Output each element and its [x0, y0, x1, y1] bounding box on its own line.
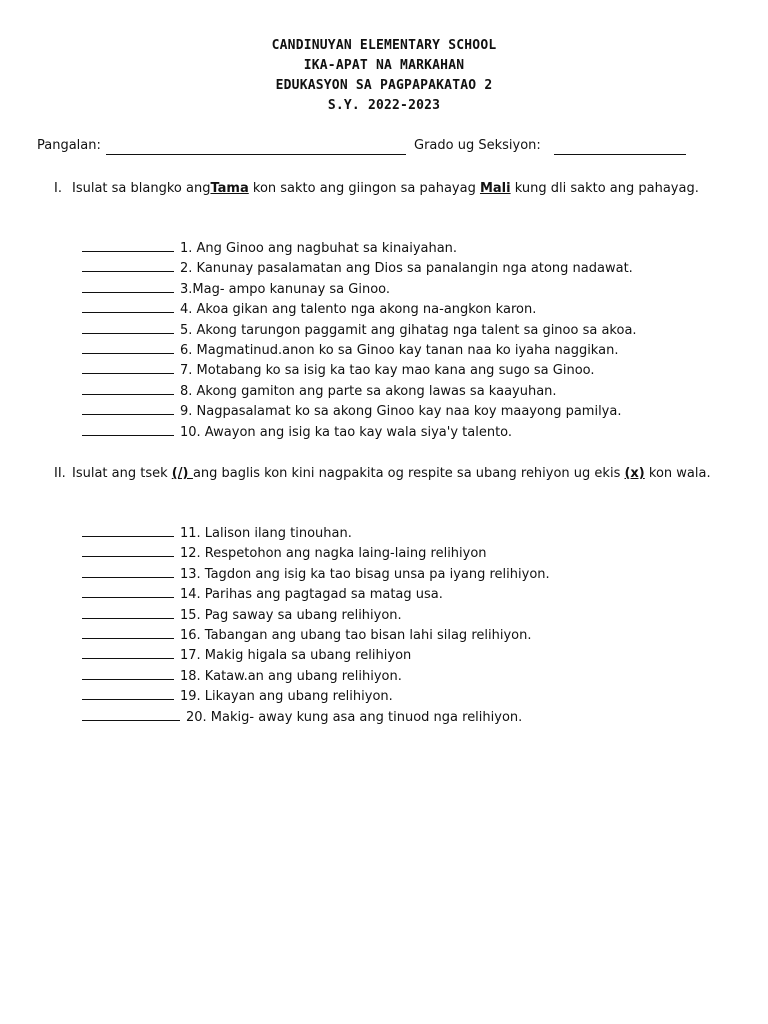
answer-blank[interactable]	[82, 645, 174, 659]
answer-blank[interactable]	[82, 320, 174, 334]
answer-blank[interactable]	[82, 707, 180, 721]
answer-blank[interactable]	[82, 401, 174, 415]
answer-blank[interactable]	[82, 543, 174, 557]
answer-blank[interactable]	[82, 299, 174, 313]
list-item: 8. Akong gamiton ang parte sa akong lawas sa kaayuhan.	[82, 381, 722, 401]
list-item: 10. Awayon ang isig ka tao kay wala siya'y talento.	[82, 422, 722, 442]
answer-blank[interactable]	[82, 605, 174, 619]
section-1-text-c: kung dli sakto ang pahayag.	[510, 181, 699, 196]
section-2-text-c: kon wala.	[644, 466, 711, 481]
grade-section-field[interactable]	[554, 154, 686, 155]
section-2-items	[82, 523, 722, 727]
section-1-instructions	[54, 178, 724, 199]
section-1-items	[82, 238, 722, 442]
keyword-mali: Mali	[479, 181, 511, 196]
answer-blank[interactable]	[82, 381, 174, 395]
list-item: 2. Kanunay pasalamatan ang Dios sa panalangin nga atong nadawat.	[82, 258, 722, 278]
list-item: 18. Kataw.an ang ubang relihiyon.	[82, 666, 722, 686]
list-item: 17. Makig higala sa ubang relihiyon	[82, 645, 722, 665]
answer-blank[interactable]	[82, 238, 174, 252]
list-item: 5. Akong tarungon paggamit ang gihatag nga talent sa ginoo sa akoa.	[82, 320, 722, 340]
list-item: 9. Nagpasalamat ko sa akong Ginoo kay naa koy maayong pamilya.	[82, 401, 722, 421]
school-name: CANDINUYAN ELEMENTARY SCHOOL	[271, 38, 497, 53]
name-label: Pangalan:	[37, 138, 101, 153]
school-year: S.Y. 2022-2023	[327, 98, 441, 113]
answer-blank[interactable]	[82, 686, 174, 700]
section-2-text-a: Isulat ang tsek	[72, 466, 172, 481]
section-1-number: I.	[54, 181, 62, 196]
list-item: 20. Makig- away kung asa ang tinuod nga relihiyon.	[82, 707, 722, 727]
list-item: 4. Akoa gikan ang talento nga akong na-angkon karon.	[82, 299, 722, 319]
list-item: 11. Lalison ilang tinouhan.	[82, 523, 722, 543]
section-1-text-a: Isulat sa blangko ang	[72, 181, 211, 196]
subject-title: EDUKASYON SA PAGPAPAKATAO 2	[275, 78, 493, 93]
quarter-title: IKA-APAT NA MARKAHAN	[303, 58, 465, 73]
section-1-text-b: kon sakto ang giingon sa pahayag	[248, 181, 480, 196]
list-item: 19. Likayan ang ubang relihiyon.	[82, 686, 722, 706]
keyword-x: (x)	[624, 466, 645, 481]
answer-blank[interactable]	[82, 279, 174, 293]
section-2-number: II.	[54, 466, 66, 481]
answer-blank[interactable]	[82, 340, 174, 354]
list-item: 15. Pag saway sa ubang relihiyon.	[82, 605, 722, 625]
list-item: 7. Motabang ko sa isig ka tao kay mao kana ang sugo sa Ginoo.	[82, 360, 722, 380]
list-item: 6. Magmatinud.anon ko sa Ginoo kay tanan naa ko iyaha naggikan.	[82, 340, 722, 360]
document-header	[0, 36, 768, 116]
list-item: 14. Parihas ang pagtagad sa matag usa.	[82, 584, 722, 604]
grade-section-label: Grado ug Seksiyon:	[414, 138, 541, 153]
answer-blank[interactable]	[82, 564, 174, 578]
name-field[interactable]	[106, 154, 406, 155]
answer-blank[interactable]	[82, 584, 174, 598]
student-info-fields	[37, 138, 727, 158]
answer-blank[interactable]	[82, 523, 174, 537]
list-item: 1. Ang Ginoo ang nagbuhat sa kinaiyahan.	[82, 238, 722, 258]
answer-blank[interactable]	[82, 625, 174, 639]
keyword-check: (/)	[171, 466, 193, 481]
answer-blank[interactable]	[82, 258, 174, 272]
list-item: 3.Mag- ampo kanunay sa Ginoo.	[82, 279, 722, 299]
keyword-tama: Tama	[210, 181, 249, 196]
answer-blank[interactable]	[82, 422, 174, 436]
answer-blank[interactable]	[82, 666, 174, 680]
list-item: 16. Tabangan ang ubang tao bisan lahi silag relihiyon.	[82, 625, 722, 645]
answer-blank[interactable]	[82, 360, 174, 374]
section-2-text-b: ang baglis kon kini nagpakita og respite sa ubang rehiyon ug ekis	[192, 466, 625, 481]
list-item: 13. Tagdon ang isig ka tao bisag unsa pa iyang relihiyon.	[82, 564, 722, 584]
list-item: 12. Respetohon ang nagka laing-laing relihiyon	[82, 543, 722, 563]
section-2-instructions	[54, 463, 724, 484]
